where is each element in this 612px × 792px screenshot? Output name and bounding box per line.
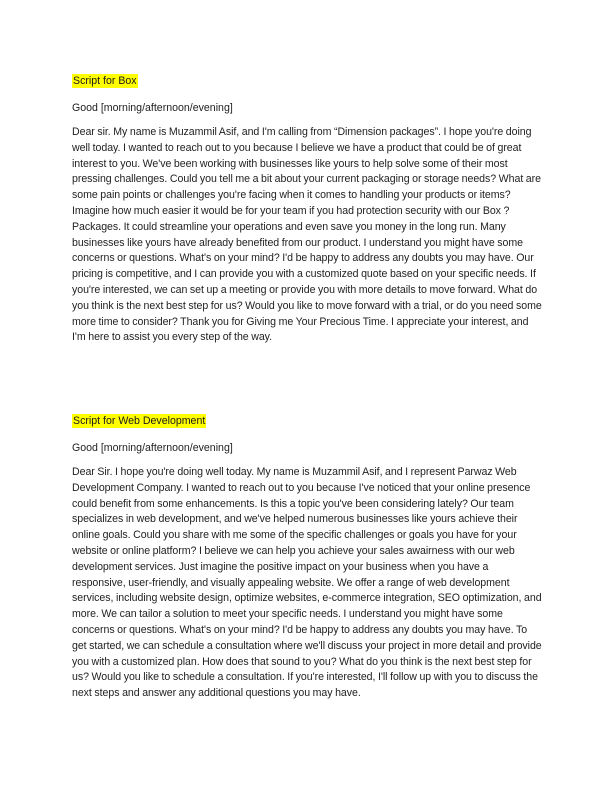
section-heading: Script for Web Development [73, 415, 206, 427]
section-greeting: Good [morning/afternoon/evening] [72, 442, 233, 454]
section-greeting: Good [morning/afternoon/evening] [72, 102, 233, 114]
section-body-paragraph: Dear sir. My name is Muzammil Asif, and I'm calling from “Dimension packages”. I hope you're doing well today. I wanted to reach out to you because I believe we have a product that could be of great interest to you. We've been working with businesses like yours to help solve some of their most pressing challenges. Could you tell me a bit about your current packaging or storage needs? What are some pain points or challenges you're facing when it comes to handling your products or items? Imagine how much easier it would be for your team if you had protection security with our Box ? Packages. It could streamline your operations and even save you money in the long run. Many businesses like yours have already benefited from our product. I understand you might have some concerns or questions. What's on your mind? I'd be happy to address any doubts you may have. Our pricing is competitive, and I can provide you with a customized quote based on your specific needs. If you're interested, we can set up a meeting or provide you with more details to move forward. What do you think is the next best step for us? Would you like to move forward with a trial, or do you need some more time to consider? Thank you for Giving me Your Precious Time. I appreciate your interest, and I'm here to assist you every step of the way. [72, 126, 542, 344]
section-body-paragraph: Dear Sir. I hope you're doing well today. My name is Muzammil Asif, and I represent Parwaz Web Development Company. I wanted to reach out to you because I've noticed that your online presence could benefit from some enhancements. Is this a topic you've been considering lately? Our team specializes in web development, and we've helped numerous businesses like yours achieve their online goals. Could you share with me some of the specific challenges or goals you have for your website or online platform? I believe we can help you achieve your sales awairness with our web development services. Just imagine the positive impact on your business when you have a responsive, user-friendly, and visually appealing website. We offer a range of web development services, including website design, optimize websites, e-commerce integration, SEO optimization, and more. We can tailor a solution to meet your specific needs. I understand you might have some concerns or questions. What's on your mind? I'd be happy to address any doubts you may have. To get started, we can schedule a consultation where we'll discuss your project in more detail and provide you with a customized plan. How does that sound to you? What do you think is the next best step for us? Would you like to schedule a consultation. If you're interested, I'll follow up with you to discuss the next steps and answer any additional questions you may have. [72, 466, 542, 700]
section-script-for-box [72, 71, 542, 346]
section-script-for-web-development [72, 411, 542, 702]
section-heading: Script for Box [73, 75, 137, 87]
